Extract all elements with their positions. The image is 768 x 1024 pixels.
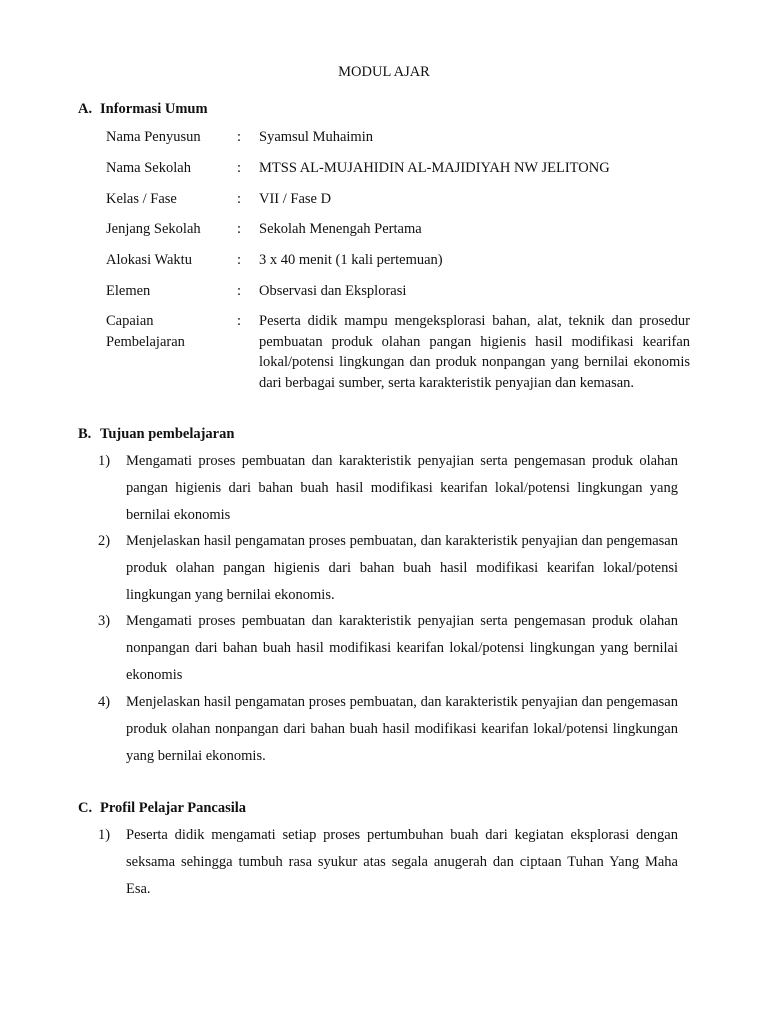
list-item xyxy=(98,822,678,903)
list-item xyxy=(98,608,678,689)
section-a-heading xyxy=(78,101,208,118)
info-value: Sekolah Menengah Pertama xyxy=(259,221,422,237)
section-c-letter: C. xyxy=(78,800,93,816)
info-value: Syamsul Muhaimin xyxy=(259,129,373,145)
info-label: Nama Penyusun xyxy=(106,129,201,145)
list-item-text: Menjelaskan hasil pengamatan proses pembuatan, dan karakteristik penyajian dan pengemasan produk olahan pangan higienis dari bahan buah hasil modifikasi kearifan lokal/potensi lingkungan yang bernilai ekonomis. xyxy=(126,533,678,603)
info-value: VII / Fase D xyxy=(259,191,332,207)
list-item-number: 4) xyxy=(98,694,111,710)
info-colon: : xyxy=(237,160,242,176)
info-value: Observasi dan Eksplorasi xyxy=(259,283,407,299)
list-item-text: Menjelaskan hasil pengamatan proses pembuatan, dan karakteristik penyajian dan pengemasan produk olahan nonpangan dari bahan buah hasil modifikasi kearifan lokal/potensi lingkungan yang bernilai ekonomis. xyxy=(126,694,678,764)
document-title: MODUL AJAR xyxy=(338,64,430,80)
info-label: Nama Sekolah xyxy=(106,160,191,176)
section-b-title: Tujuan pembelajaran xyxy=(100,426,235,442)
list-item-number: 1) xyxy=(98,827,111,843)
info-label: Capaian Pembelajaran xyxy=(106,313,185,350)
list-item xyxy=(98,528,678,609)
list-item xyxy=(98,689,678,770)
section-b-heading xyxy=(78,426,234,443)
info-label: Jenjang Sekolah xyxy=(106,221,201,237)
info-colon: : xyxy=(237,252,242,268)
info-value: 3 x 40 menit (1 kali pertemuan) xyxy=(259,252,443,268)
section-c-title: Profil Pelajar Pancasila xyxy=(100,800,247,816)
section-a-title: Informasi Umum xyxy=(100,101,208,117)
list-item-text: Mengamati proses pembuatan dan karakteristik penyajian serta pengemasan produk olahan pangan higienis dari bahan buah hasil modifikasi kearifan lokal/potensi lingkungan yang bernilai ekonomis xyxy=(126,453,678,523)
list-item-text: Mengamati proses pembuatan dan karakteristik penyajian serta pengemasan produk olahan nonpangan dari bahan buah hasil modifikasi kearifan lokal/potensi lingkungan yang bernilai ekonomis xyxy=(126,613,678,683)
info-value: MTSS AL-MUJAHIDIN AL-MAJIDIYAH NW JELITONG xyxy=(259,160,610,176)
section-c-heading xyxy=(78,800,246,817)
list-item-number: 1) xyxy=(98,453,111,469)
info-colon: : xyxy=(237,283,242,299)
info-label: Kelas / Fase xyxy=(106,191,177,207)
list-item-number: 2) xyxy=(98,533,111,549)
info-colon: : xyxy=(237,221,242,237)
info-label: Alokasi Waktu xyxy=(106,252,192,268)
list-item-number: 3) xyxy=(98,613,111,629)
list-item xyxy=(98,448,678,529)
section-a-letter: A. xyxy=(78,101,93,117)
info-value: Peserta didik mampu mengeksplorasi bahan, alat, teknik dan prosedur pembuatan produk olahan pangan higienis hasil modifikasi kearifan lokal/potensi lingkungan dan produk nonpangan yang bernilai ekonomis dari berbagai sumber, serta karakteristik penyajian dan kemasan. xyxy=(259,313,690,391)
section-b-letter: B. xyxy=(78,426,92,442)
list-item-text: Peserta didik mengamati setiap proses pertumbuhan buah dari kegiatan eksplorasi dengan seksama sehingga tumbuh rasa syukur atas segala anugerah dan ciptaan Tuhan Yang Maha Esa. xyxy=(126,827,678,897)
info-colon: : xyxy=(237,129,242,145)
info-colon: : xyxy=(237,191,242,207)
info-label: Elemen xyxy=(106,283,151,299)
info-colon: : xyxy=(237,313,242,329)
